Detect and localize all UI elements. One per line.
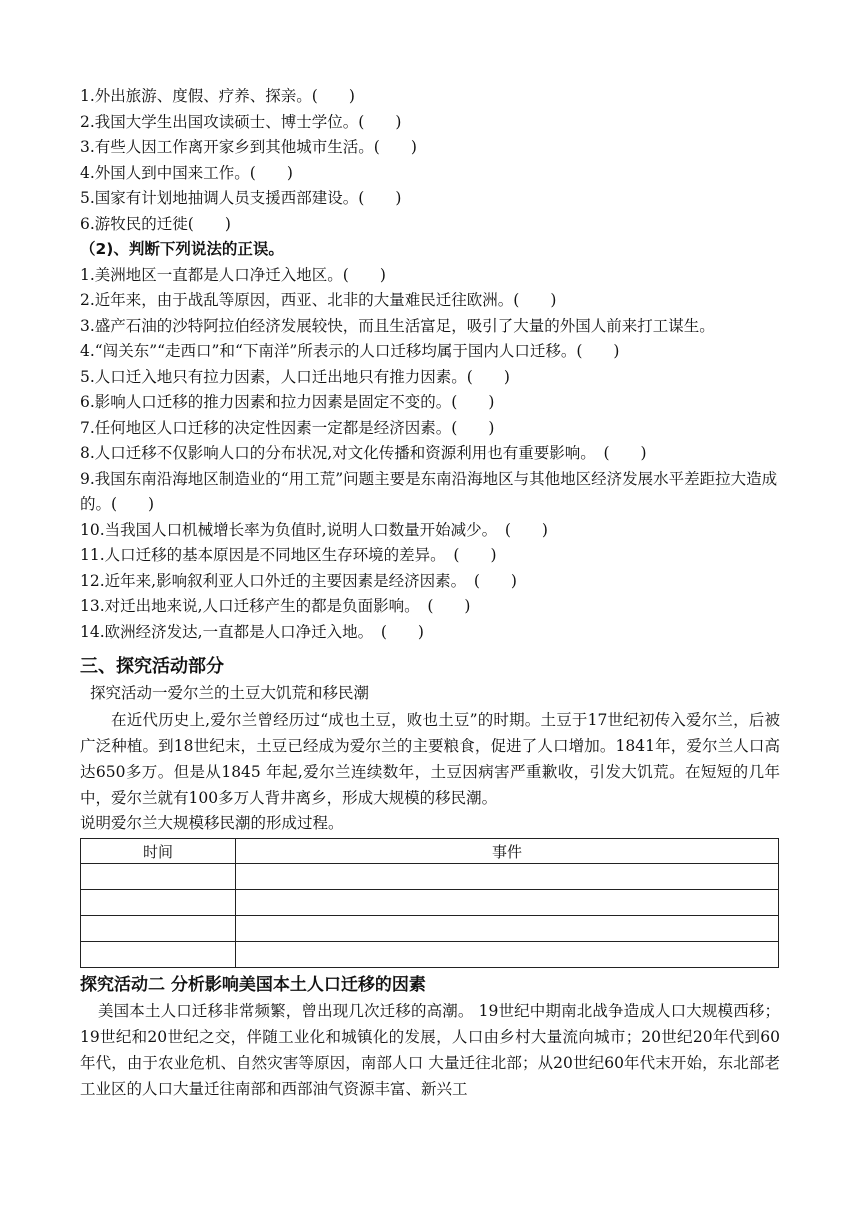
event-cell[interactable] [236, 864, 779, 890]
section1-item-3: 3.有些人因工作离开家乡到其他城市生活。( ) [80, 138, 417, 156]
section2-item-2: 2.近年来，由于战乱等原因，西亚、北非的大量难民迁往欧洲。( ) [80, 291, 557, 309]
section2-item-1: 1.美洲地区一直都是人口净迁入地区。( ) [80, 265, 386, 284]
section2-item-9: 9.我国东南沿海地区制造业的“用工荒”问题主要是东南沿海地区与其他地区经济发展水平差距拉大造成的。( ) [80, 469, 778, 513]
section3-title: 三、探究活动部分 [80, 656, 224, 677]
section2-item-12: 12.近年来,影响叙利亚人口外迁的主要因素是经济因素。 ( ) [80, 571, 517, 590]
section1-item-6: 6.游牧民的迁徙( ) [80, 214, 231, 233]
activity2-paragraph: 美国本土人口迁移非常频繁，曾出现几次迁移的高潮。 19世纪中期南北战争造成人口大规模西移；19世纪和20世纪之交，伴随工业化和城镇化的发展，人口由乡村大量流向城市；20世纪20年代到60年代，由于农业危机、自然灾害等原因，南部人口 大量迁往北部；从20世纪60年代末开始，东北部老工业区的人口大量迁往南部和西部油气资源丰富、新兴工 [80, 1002, 780, 1098]
section2-item-6: 6.影响人口迁移的推力因素和拉力因素是固定不变的。( ) [80, 393, 495, 411]
section1-list [80, 84, 780, 237]
activity1-title: 探究活动一爱尔兰的土豆大饥荒和移民潮 [90, 684, 370, 702]
time-cell[interactable] [81, 864, 236, 890]
activity2-title: 探究活动二 分析影响美国本土人口迁移的因素 [80, 975, 426, 995]
activity1-question: 说明爱尔兰大规模移民潮的形成过程。 [80, 813, 344, 832]
section2-item-8: 8.人口迁移不仅影响人口的分布状况,对文化传播和资源利用也有重要影响。 ( ) [80, 444, 647, 462]
table-row [81, 864, 779, 890]
event-cell[interactable] [236, 916, 779, 942]
section2-heading: （2)、判断下列说法的正误。 [80, 240, 284, 258]
time-cell[interactable] [81, 890, 236, 916]
worksheet-page [80, 84, 780, 1102]
section2-list [80, 263, 780, 646]
event-cell[interactable] [236, 890, 779, 916]
table-header-row [81, 839, 779, 864]
activity1-paragraph: 在近代历史上,爱尔兰曾经历过“成也土豆，败也土豆”的时期。土豆于17世纪初传入爱尔兰，后被广泛种植。到18世纪末，土豆已经成为爱尔兰的主要粮食，促进了人口增加。1841年，爱尔兰人口高达650多万。但是从1845 年起,爱尔兰连续数年，土豆因病害严重歉收，引发大饥荒。在短短的几年中，爱尔兰就有100多万人背井离乡，形成大规模的移民潮。 [80, 710, 780, 807]
table-row [81, 890, 779, 916]
section2-item-13: 13.对迁出地来说,人口迁移产生的都是负面影响。 ( ) [80, 597, 471, 615]
section2-item-3: 3.盛产石油的沙特阿拉伯经济发展较快，而且生活富足，吸引了大量的外国人前来打工谋生。 [80, 316, 715, 335]
section1-item-2: 2.我国大学生出国攻读硕士、博士学位。( ) [80, 112, 402, 131]
section1-item-5: 5.国家有计划地抽调人员支援西部建设。( ) [80, 189, 402, 207]
section1-item-1: 1.外出旅游、度假、疗养、探亲。( ) [80, 87, 355, 105]
section1-item-4: 4.外国人到中国来工作。( ) [80, 163, 293, 182]
time-cell[interactable] [81, 942, 236, 968]
event-cell[interactable] [236, 942, 779, 968]
section2-item-14: 14.欧洲经济发达,一直都是人口净迁入地。 ( ) [80, 622, 424, 641]
table-row [81, 942, 779, 968]
header-event: 事件 [236, 839, 779, 864]
section2-item-4: 4.“闯关东”“走西口”和“下南洋”所表示的人口迁移均属于国内人口迁移。( ) [80, 342, 620, 360]
section2-item-5: 5.人口迁入地只有拉力因素，人口迁出地只有推力因素。( ) [80, 367, 510, 386]
table-row [81, 916, 779, 942]
time-cell[interactable] [81, 916, 236, 942]
timeline-table [80, 838, 779, 968]
section2-item-11: 11.人口迁移的基本原因是不同地区生存环境的差异。 ( ) [80, 546, 497, 564]
section2-item-7: 7.任何地区人口迁移的决定性因素一定都是经济因素。( ) [80, 418, 495, 437]
section2-item-10: 10.当我国人口机械增长率为负值时,说明人口数量开始减少。 ( ) [80, 520, 548, 539]
header-time: 时间 [81, 839, 236, 864]
